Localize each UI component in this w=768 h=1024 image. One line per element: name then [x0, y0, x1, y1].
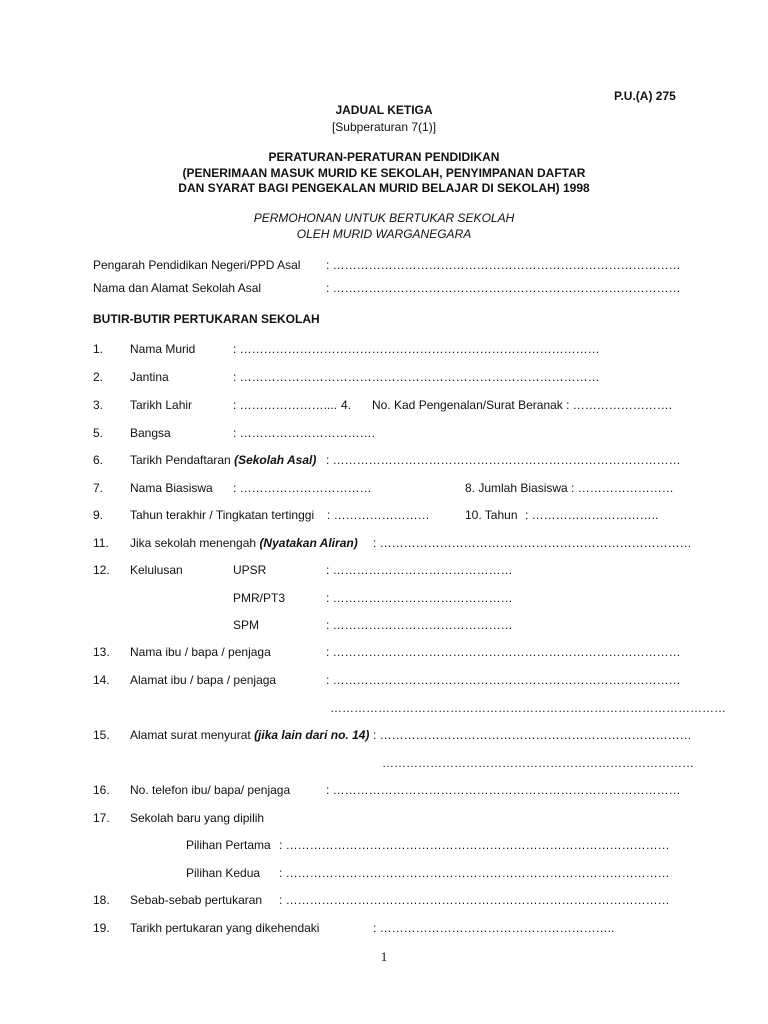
item-number: 16.: [93, 783, 110, 797]
field-label-state-director: Pengarah Pendidikan Negeri/PPD Asal: [93, 258, 301, 272]
field-input-gender[interactable]: : ………………………………………………………………………………: [233, 370, 600, 384]
field-label-birth-date: Tarikh Lahir: [130, 398, 193, 412]
field-label-gender: Jantina: [130, 370, 169, 384]
section-title: BUTIR-BUTIR PERTUKARAN SEKOLAH: [93, 312, 320, 326]
field-label-mailing-address: [130, 728, 369, 742]
label-emphasis: (Sekolah Asal): [234, 453, 317, 467]
field-input-origin-school[interactable]: : ……………………………………………………………………………: [326, 281, 681, 295]
exam-name-upsr: UPSR: [233, 563, 267, 577]
item-number: 9.: [93, 508, 104, 522]
item-number: 4.: [341, 398, 352, 412]
item-number: 5.: [93, 426, 104, 440]
item-number: 3.: [93, 398, 104, 412]
field-input-registration-date[interactable]: : ……………………………………………………………………………: [326, 453, 681, 467]
field-label-stream: [130, 536, 358, 550]
field-input-guardian-name[interactable]: : ……………………………………………………………………………: [326, 645, 681, 659]
field-input-ic-number[interactable]: No. Kad Pengenalan/Surat Beranak : …………………….: [372, 398, 673, 412]
form-subtitle-line1: PERMOHONAN UNTUK BERTUKAR SEKOLAH: [253, 211, 515, 225]
field-input-race[interactable]: : …………………………….: [233, 426, 376, 440]
label-text: Jika sekolah menengah: [130, 536, 257, 550]
label-emphasis: (jika lain dari no. 14): [254, 728, 370, 742]
field-input-phone[interactable]: : ……………………………………………………………………………: [326, 783, 681, 797]
item-number: 1.: [93, 342, 104, 356]
field-label-transfer-date: Tarikh pertukaran yang dikehendaki: [130, 921, 320, 935]
label-text: Tarikh Pendaftaran: [130, 453, 231, 467]
page-reference: P.U.(A) 275: [614, 89, 676, 103]
field-input-student-name[interactable]: : ………………………………………………………………………………: [233, 342, 600, 356]
field-input-guardian-address[interactable]: : ……………………………………………………………………………: [326, 673, 681, 687]
field-input-scholarship-amount[interactable]: 8. Jumlah Biasiswa : ……………………: [465, 481, 674, 495]
field-input-scholarship-name[interactable]: : ……………………………: [233, 481, 372, 495]
exam-name-spm: SPM: [233, 618, 260, 632]
field-label-scholarship-name: Nama Biasiswa: [130, 481, 213, 495]
field-label-second-choice: Pilihan Kedua: [186, 866, 261, 880]
field-label-guardian-address: Alamat ibu / bapa / penjaga: [130, 673, 277, 687]
field-input-mailing-address-line2[interactable]: ……………………………………………………………………: [382, 756, 694, 770]
item-number: 19.: [93, 921, 110, 935]
item-number: 6.: [93, 453, 104, 467]
field-input-stream[interactable]: : ……………………………………………………………………: [373, 536, 692, 550]
regulation-title-line2: (PENERIMAAN MASUK MURID KE SEKOLAH, PENYIMPANAN DAFTAR: [182, 166, 586, 180]
item-number: 15.: [93, 728, 110, 742]
field-label-student-name: Nama Murid: [130, 342, 196, 356]
item-number: 13.: [93, 645, 110, 659]
item-number: 14.: [93, 673, 110, 687]
field-input-first-choice[interactable]: : ……………………………………………………………………………………: [279, 838, 670, 852]
field-label-last-year: Tahun terakhir / Tingkatan tertinggi: [130, 508, 315, 522]
field-label-registration-date: [130, 453, 316, 467]
subregulation: [Subperaturan 7(1)]: [331, 120, 437, 134]
field-input-mailing-address[interactable]: : ……………………………………………………………………: [373, 728, 692, 742]
field-label-first-choice: Pilihan Pertama: [186, 838, 271, 852]
field-input-year[interactable]: : …………………………..: [525, 508, 659, 522]
item-number: 7.: [93, 481, 104, 495]
field-input-transfer-date[interactable]: : …………………………………………………..: [373, 921, 615, 935]
label-text: Alamat surat menyurat: [130, 728, 251, 742]
item-number: 2.: [93, 370, 104, 384]
field-input-second-choice[interactable]: : ……………………………………………………………………………………: [279, 866, 670, 880]
page-number: 1: [380, 949, 388, 964]
field-input-transfer-reason[interactable]: : ……………………………………………………………………………………: [279, 893, 670, 907]
field-label-race: Bangsa: [130, 426, 171, 440]
field-label-phone: No. telefon ibu/ bapa/ penjaga: [130, 783, 291, 797]
field-label-origin-school: Nama dan Alamat Sekolah Asal: [93, 281, 262, 295]
schedule-title: JADUAL KETIGA: [335, 103, 433, 117]
field-label-year: 10. Tahun: [465, 508, 518, 522]
field-input-state-director[interactable]: : ……………………………………………………………………………: [326, 258, 681, 272]
regulation-title-line1: PERATURAN-PERATURAN PENDIDIKAN: [268, 150, 500, 164]
field-label-qualifications: Kelulusan: [130, 563, 183, 577]
item-number: 12.: [93, 563, 110, 577]
field-input-birth-date[interactable]: : …………………....: [233, 398, 338, 412]
exam-name-pmr: PMR/PT3: [233, 591, 286, 605]
field-label-transfer-reason: Sebab-sebab pertukaran: [130, 893, 263, 907]
regulation-title-line3: DAN SYARAT BAGI PENGEKALAN MURID BELAJAR DI SEKOLAH) 1998: [178, 181, 590, 195]
field-input-pmr[interactable]: : ………………………………………: [326, 591, 513, 605]
field-input-last-year[interactable]: : ……………………: [327, 508, 430, 522]
item-number: 18.: [93, 893, 110, 907]
field-label-new-school: Sekolah baru yang dipilih: [130, 811, 265, 825]
item-number: 11.: [93, 536, 109, 550]
label-emphasis: (Nyatakan Aliran): [259, 536, 358, 550]
field-label-guardian-name: Nama ibu / bapa / penjaga: [130, 645, 271, 659]
form-subtitle-line2: OLEH MURID WARGANEGARA: [296, 227, 472, 241]
field-input-spm[interactable]: : ………………………………………: [326, 618, 513, 632]
item-number: 17.: [93, 811, 110, 825]
field-input-guardian-address-line2[interactable]: ………………………………………………………………………………………: [330, 701, 726, 715]
field-input-upsr[interactable]: : ………………………………………: [326, 563, 513, 577]
